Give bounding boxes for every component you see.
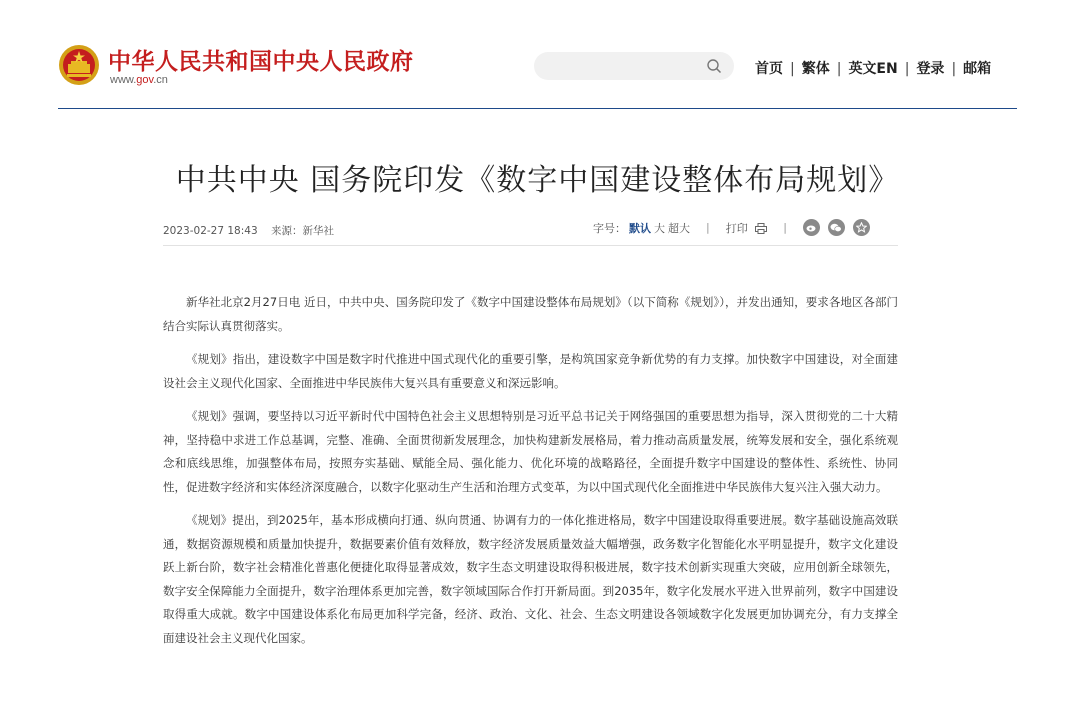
article-source: 来源：新华社 bbox=[270, 225, 334, 237]
font-size-large[interactable]: 大 bbox=[654, 221, 665, 235]
favorite-icon[interactable] bbox=[853, 219, 870, 236]
header-divider bbox=[58, 108, 1017, 109]
article-paragraph: 《规划》指出，建设数字中国是数字时代推进中国式现代化的重要引擎，是构筑国家竞争新优势的有力支撑。加快数字中国建设，对全面建设社会主义现代化国家、全面推进中华民族伟大复兴具有重要意义和深远影响。 bbox=[163, 352, 898, 390]
article-paragraph: 《规划》提出，到2025年，基本形成横向打通、纵向贯通、协调有力的一体化推进格局，数字中国建设取得重要进展。数字基础设施高效联通，数据资源规模和质量加快提升，数据要素价值有效释放，数字经济发展质量效益大幅增强，政务数字化智能化水平明显提升，数字文化建设跃上新台阶，数字社会精准化普惠化便捷化取得显著成效，数字生态文明建设取得积极进展，数字技术创新实现重大突破，应用创新全球领先，数字安全保障能力全面提升，数字治理体系更加完善，数字领域国际合作打开新局面。到2035年，数字化发展水平进入世界前列，数字中国建设取得重大成就。数字中国建设体系化布局更加科学完备，经济、政治、文化、社会、生态文明建设各领域数字化发展更加协调充分，有力支撑全面建设社会主义现代化国家。 bbox=[163, 513, 898, 645]
domain-suffix: .cn bbox=[153, 74, 168, 86]
font-size-xlarge[interactable]: 超大 bbox=[668, 221, 690, 235]
font-size-label: 字号： bbox=[593, 221, 626, 235]
site-header bbox=[0, 0, 1075, 110]
nav-separator: | bbox=[951, 61, 957, 77]
article-tools bbox=[593, 219, 870, 236]
nav-home[interactable]: 首页 bbox=[755, 61, 783, 77]
wechat-icon[interactable] bbox=[828, 219, 845, 236]
search-input[interactable] bbox=[534, 52, 734, 80]
font-size-default[interactable]: 默认 bbox=[629, 221, 651, 235]
article-paragraph: 《规划》强调，要坚持以习近平新时代中国特色社会主义思想特别是习近平总书记关于网络强国的重要思想为指导，深入贯彻党的二十大精神，坚持稳中求进工作总基调，完整、准确、全面贯彻新发展理念，加快构建新发展格局，着力推动高质量发展，统筹发展和安全，强化系统观念和底线思维，加强整体布局，按照夯实基础、赋能全局、强化能力、优化环境的战略路径，全面提升数字中国建设的整体性、系统性、协同性，促进数字经济和实体经济深度融合，以数字化驱动生产生活和治理方式变革，为以中国式现代化全面推进中华民族伟大复兴注入强大动力。 bbox=[163, 409, 898, 494]
nav-separator: | bbox=[836, 61, 842, 77]
nav-mail[interactable]: 邮箱 bbox=[963, 61, 992, 77]
national-emblem-icon[interactable] bbox=[58, 44, 100, 86]
print-icon bbox=[755, 223, 767, 234]
domain-main: gov bbox=[136, 74, 154, 86]
site-title[interactable]: 中华人民共和国中央人民政府 bbox=[108, 49, 414, 75]
tools-separator: | bbox=[706, 221, 710, 234]
weibo-icon[interactable] bbox=[803, 219, 820, 236]
tools-separator: | bbox=[783, 221, 787, 234]
search-icon[interactable] bbox=[706, 58, 722, 74]
nav-separator: | bbox=[904, 61, 910, 77]
site-domain[interactable] bbox=[110, 74, 168, 86]
domain-prefix: www. bbox=[110, 74, 137, 86]
publish-date: 2023-02-27 18:43 bbox=[163, 225, 258, 237]
print-button[interactable] bbox=[726, 220, 768, 236]
article-body bbox=[163, 291, 898, 660]
article-paragraph: 新华社北京2月27日电 近日，中共中央、国务院印发了《数字中国建设整体布局规划》（以下简称《规划》），并发出通知，要求各地区各部门结合实际认真贯彻落实。 bbox=[163, 295, 898, 333]
nav-login[interactable]: 登录 bbox=[916, 61, 945, 77]
article-meta bbox=[163, 223, 344, 238]
share-icons bbox=[803, 219, 870, 236]
nav-traditional[interactable]: 繁体 bbox=[801, 61, 830, 77]
nav-separator: | bbox=[790, 61, 795, 77]
meta-divider bbox=[163, 245, 898, 246]
top-nav bbox=[755, 58, 991, 78]
nav-english[interactable]: 英文EN bbox=[848, 61, 898, 77]
article-title: 中共中央 国务院印发《数字中国建设整体布局规划》 bbox=[175, 163, 900, 198]
print-label: 打印 bbox=[725, 221, 748, 235]
